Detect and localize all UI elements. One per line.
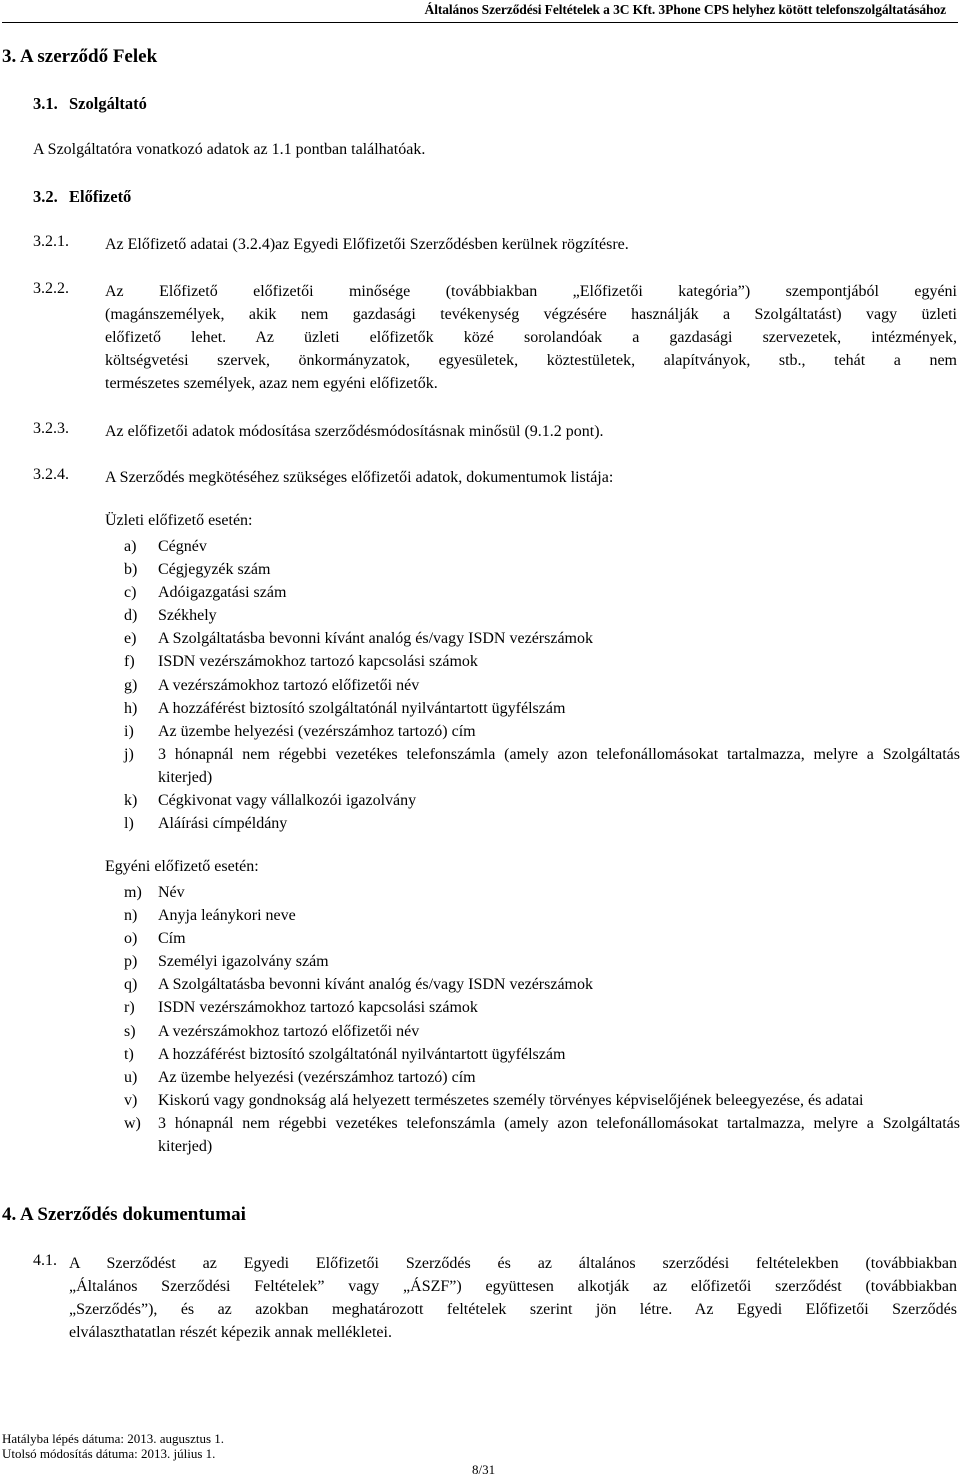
list-item bbox=[124, 950, 960, 973]
section-3-2-1-text: Az Előfizető adatai (3.2.4)az Egyedi Előfizetői Szerződésben kerülnek rögzítésre. bbox=[105, 236, 629, 253]
list-item-label: r) bbox=[124, 999, 135, 1017]
list-item-label: e) bbox=[124, 630, 137, 648]
list-item-text: Cégnév bbox=[158, 538, 207, 555]
list-item bbox=[124, 697, 960, 720]
section-3-1-title: Szolgáltató bbox=[69, 94, 147, 113]
list-item-text: A Szolgáltatásba bevonni kívánt analóg és/vagy ISDN vezérszámok bbox=[158, 976, 593, 994]
list-item-text: Aláírási címpéldány bbox=[158, 815, 288, 833]
section-3-1-text: A Szolgáltatóra vonatkozó adatok az 1.1 pontban találhatóak. bbox=[33, 141, 426, 158]
list-item-label: u) bbox=[124, 1068, 138, 1086]
section-3-2-1-number: 3.2.1. bbox=[33, 233, 69, 250]
section-3-2-4-number: 3.2.4. bbox=[33, 466, 69, 483]
paragraph-line: (magánszemélyek, akik nem gazdasági tevékenység végzésére használják a Szolgáltatást) vagy üzleti bbox=[105, 306, 957, 323]
list-item-text: ISDN vezérszámokhoz tartozó kapcsolási számok bbox=[158, 999, 478, 1017]
list-item-label: j) bbox=[124, 745, 134, 763]
section-4-1-text bbox=[69, 1252, 957, 1344]
list-item-text: ISDN vezérszámokhoz tartozó kapcsolási számok bbox=[158, 653, 478, 671]
list-item-label: v) bbox=[124, 1091, 138, 1109]
list-item-label: t) bbox=[124, 1045, 134, 1063]
section-3-2-3-text: Az előfizetői adatok módosítása szerződésmódosításnak minősül (9.1.2 pont). bbox=[105, 423, 604, 440]
list-item-text: A vezérszámokhoz tartozó előfizetői név bbox=[158, 676, 420, 694]
list-item bbox=[124, 996, 960, 1019]
list-item bbox=[124, 604, 960, 627]
list-item-text: 3 hónapnál nem régebbi vezetékes telefonszámla (amely azon telefonállomásokat tartalmazza, melyre a Szolgáltatás kiterjed) bbox=[158, 1114, 960, 1156]
list-item-text: Név bbox=[158, 884, 185, 901]
list-item bbox=[124, 650, 960, 673]
paragraph-line: „Szerződés”), és az azokban meghatározott feltételek szerint jön létre. Az Egyedi Előfizetői Szerződés bbox=[69, 1301, 957, 1318]
list-item-text: Személyi igazolvány szám bbox=[158, 953, 329, 971]
list-item-label: l) bbox=[124, 815, 134, 833]
list-item-text: Kiskorú vagy gondnokság alá helyezett természetes személy törvényes képviselőjének beleegyezése, és adatai bbox=[158, 1091, 864, 1109]
list-item-label: q) bbox=[124, 976, 138, 994]
section-3-1-number: 3.1. bbox=[33, 94, 58, 113]
list-item-label: d) bbox=[124, 607, 138, 625]
list-item bbox=[124, 674, 960, 697]
list-item bbox=[124, 558, 960, 581]
list-item-label: g) bbox=[124, 676, 138, 694]
document-header: Általános Szerződési Feltételek a 3C Kft. 3Phone CPS helyhez kötött telefonszolgáltatásához bbox=[424, 2, 946, 17]
list-item bbox=[124, 1112, 960, 1158]
page-number: 8/31 bbox=[472, 1462, 496, 1477]
list-item-text: Anyja leánykori neve bbox=[158, 907, 296, 925]
individual-document-list bbox=[124, 881, 960, 1158]
list-item-label: o) bbox=[124, 930, 138, 948]
list-item bbox=[124, 627, 960, 650]
list-item-label: f) bbox=[124, 653, 135, 671]
section-3-2-number: 3.2. bbox=[33, 187, 58, 206]
list-item bbox=[124, 927, 960, 950]
list-item-text: Az üzembe helyezési (vezérszámhoz tartozó) cím bbox=[158, 722, 476, 740]
footer-modified-date: Utolsó módosítás dátuma: 2013. július 1. bbox=[2, 1446, 216, 1461]
business-document-list bbox=[124, 535, 960, 835]
paragraph-line: természetes személyek, azaz nem egyéni előfizetők. bbox=[105, 375, 438, 392]
list-item-label: i) bbox=[124, 722, 134, 740]
section-3-heading: 3. A szerződő Felek bbox=[2, 46, 158, 67]
list-item bbox=[124, 812, 960, 835]
list-item bbox=[124, 535, 960, 558]
paragraph-line: elválaszthatatlan részét képezik annak mellékletei. bbox=[69, 1324, 392, 1341]
section-3-2-3-number: 3.2.3. bbox=[33, 420, 69, 437]
footer-effective-date: Hatályba lépés dátuma: 2013. augusztus 1. bbox=[2, 1431, 225, 1446]
list-item-text: A hozzáférést biztosító szolgáltatónál nyilvántartott ügyfélszám bbox=[158, 699, 566, 717]
list-item-text: A hozzáférést biztosító szolgáltatónál nyilvántartott ügyfélszám bbox=[158, 1045, 566, 1063]
paragraph-line: előfizető lehet. Az üzleti előfizetők közé sorolandóak a gazdasági szervezetek, intézmények, bbox=[105, 329, 957, 346]
list-item bbox=[124, 1089, 960, 1112]
section-3-2-4-text: A Szerződés megkötéséhez szükséges előfizetői adatok, dokumentumok listája: bbox=[105, 469, 614, 486]
section-4-1-number: 4.1. bbox=[33, 1252, 57, 1269]
list-item-text: Cégkivonat vagy vállalkozói igazolvány bbox=[158, 792, 417, 810]
list-item-label: w) bbox=[124, 1114, 141, 1132]
list-item-label: m) bbox=[124, 884, 142, 901]
list-item bbox=[124, 1066, 960, 1089]
list-item bbox=[124, 789, 960, 812]
header-rule bbox=[2, 22, 958, 23]
list-item-text: 3 hónapnál nem régebbi vezetékes telefonszámla (amely azon telefonállomásokat tartalmazza, melyre a Szolgáltatás kiterjed) bbox=[158, 745, 960, 786]
list-item-text: Az üzembe helyezési (vezérszámhoz tartozó) cím bbox=[158, 1068, 476, 1086]
individual-subscriber-heading: Egyéni előfizető esetén: bbox=[105, 858, 259, 875]
paragraph-line: A Szerződést az Egyedi Előfizetői Szerződés és az általános szerződési feltételekben (továbbiakban bbox=[69, 1255, 957, 1272]
list-item-label: h) bbox=[124, 699, 138, 717]
paragraph-line: Az Előfizető előfizetői minősége (továbbiakban „Előfizetői kategória”) szempontjából egyéni bbox=[105, 283, 957, 300]
list-item-label: a) bbox=[124, 538, 137, 555]
list-item-label: p) bbox=[124, 953, 138, 971]
section-3-2-2-text bbox=[105, 280, 957, 395]
list-item-label: k) bbox=[124, 792, 138, 810]
section-3-2-2-number: 3.2.2. bbox=[33, 280, 69, 297]
list-item-label: s) bbox=[124, 1022, 136, 1040]
business-subscriber-heading: Üzleti előfizető esetén: bbox=[105, 512, 253, 529]
list-item-label: n) bbox=[124, 907, 138, 925]
list-item-text: Cím bbox=[158, 930, 186, 948]
list-item-text: Székhely bbox=[158, 607, 217, 625]
paragraph-line: „Általános Szerződési Feltételek” vagy „ÁSZF”) együttesen alkotják az előfizetői szerződést (továbbiakban bbox=[69, 1278, 957, 1295]
list-item bbox=[124, 720, 960, 743]
section-4-heading: 4. A Szerződés dokumentumai bbox=[2, 1204, 246, 1225]
list-item-label: c) bbox=[124, 584, 137, 602]
section-3-2-title: Előfizető bbox=[69, 187, 132, 206]
list-item-text: A Szolgáltatásba bevonni kívánt analóg és/vagy ISDN vezérszámok bbox=[158, 630, 593, 648]
list-item bbox=[124, 581, 960, 604]
list-item bbox=[124, 1020, 960, 1043]
list-item-text: Cégjegyzék szám bbox=[158, 561, 271, 579]
list-item bbox=[124, 881, 960, 904]
list-item-text: Adóigazgatási szám bbox=[158, 584, 287, 602]
list-item bbox=[124, 973, 960, 996]
list-item-label: b) bbox=[124, 561, 138, 579]
list-item bbox=[124, 1043, 960, 1066]
paragraph-line: költségvetési szervek, önkormányzatok, egyesületek, köztestületek, alapítványok, stb., tehát a nem bbox=[105, 352, 957, 369]
list-item bbox=[124, 904, 960, 927]
list-item bbox=[124, 743, 960, 789]
list-item-text: A vezérszámokhoz tartozó előfizetői név bbox=[158, 1022, 420, 1040]
